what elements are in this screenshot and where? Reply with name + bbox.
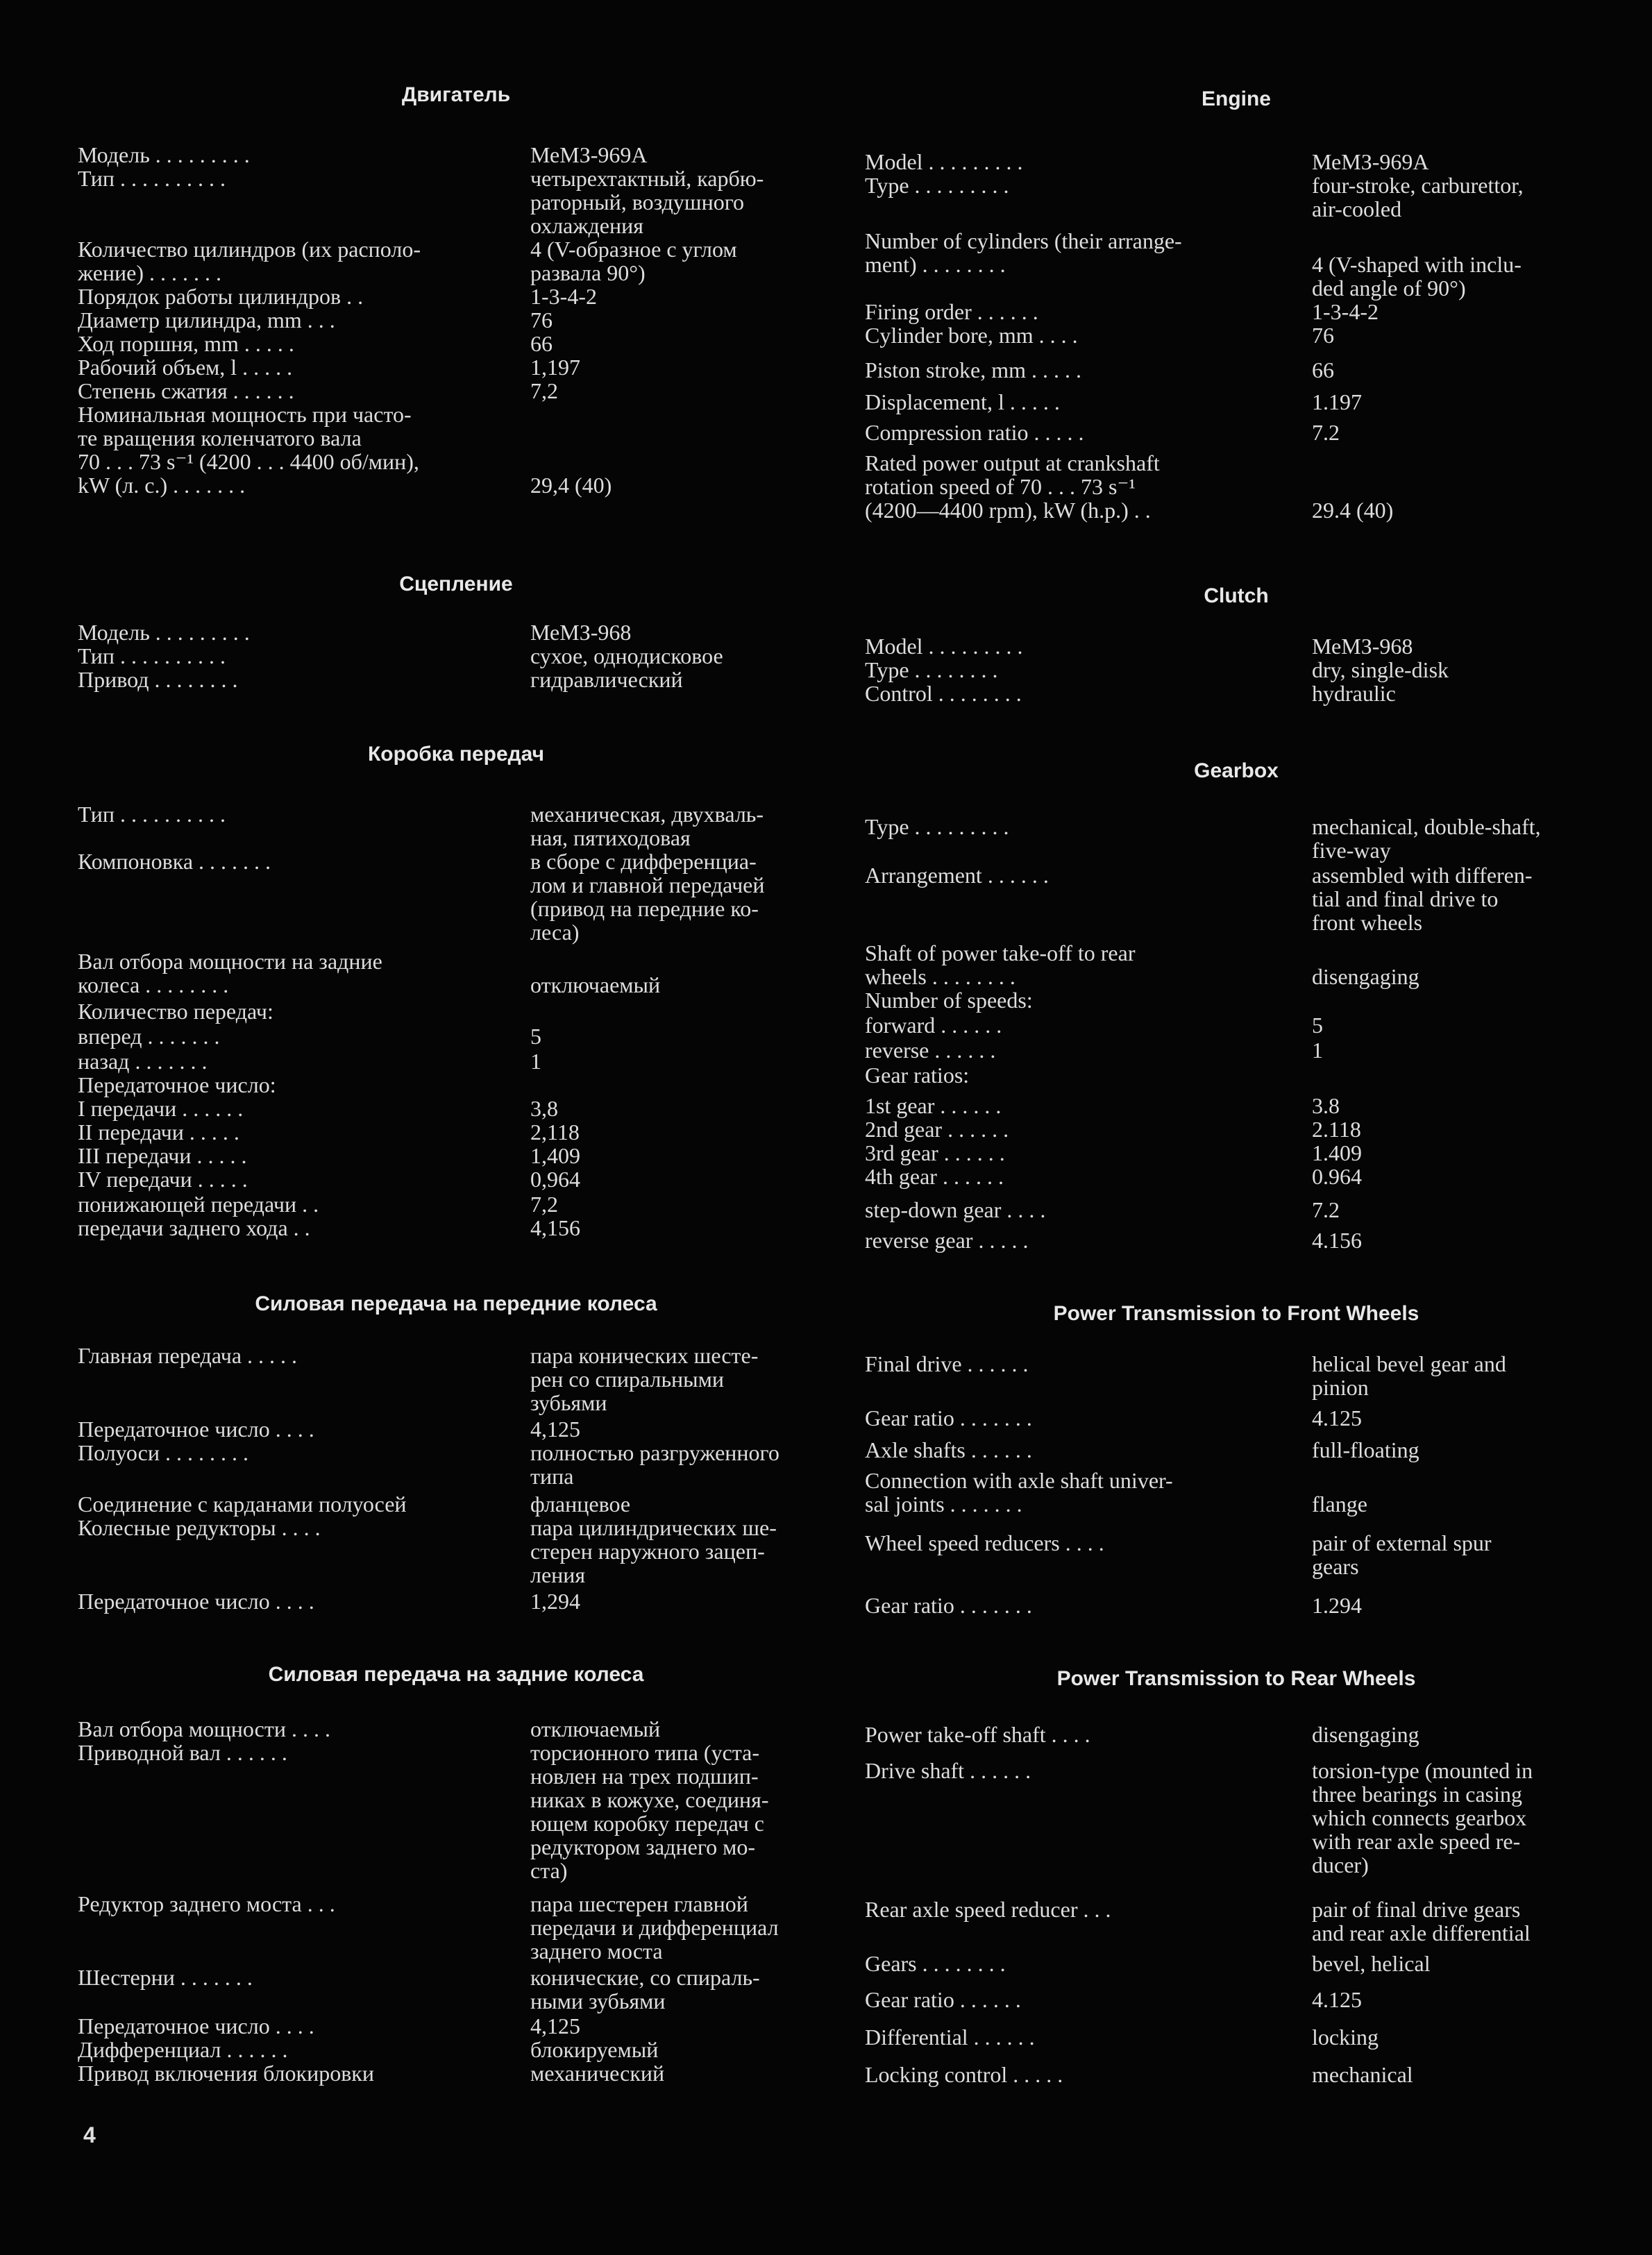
spec-label: Axle shafts . . . . . . xyxy=(865,1437,1032,1462)
spec-label: Shaft of power take-off to rear wheels . . . . . . . . xyxy=(865,940,1136,989)
spec-value: 4 (V-shaped with inclu- ded angle of 90°) xyxy=(1312,252,1522,301)
spec-label: Редуктор заднего моста . . . xyxy=(78,1891,335,1916)
spec-value: пара конических шесте- рен со спиральными зубьями xyxy=(530,1343,759,1415)
spec-value: 7,2 xyxy=(530,1192,558,1217)
spec-value: фланцевое xyxy=(530,1492,631,1517)
spec-value: конические, со спираль- ными зубьями xyxy=(530,1965,760,2013)
section-heading: Коробка передач xyxy=(367,743,545,766)
spec-label: Gear ratios: xyxy=(865,1063,970,1088)
spec-value: 4.156 xyxy=(1312,1228,1362,1253)
spec-value: 0.964 xyxy=(1312,1164,1362,1189)
spec-label: передачи заднего хода . . xyxy=(78,1215,310,1240)
spec-label: Gear ratio . . . . . . . xyxy=(865,1593,1032,1618)
spec-value: 3,8 xyxy=(530,1096,558,1121)
spec-value: торсионного типа (уста- новлен на трех подшип- никах в кожухе, соединя- ющем коробку передач с редуктором заднего мо- ста) xyxy=(530,1740,769,1883)
spec-label: Gears . . . . . . . . xyxy=(865,1951,1006,1976)
spec-value: полностью разгруженного типа xyxy=(530,1440,779,1489)
spec-label: Тип . . . . . . . . . . xyxy=(78,643,226,668)
spec-value: pair of final drive gears and rear axle differential xyxy=(1312,1897,1531,1945)
spec-label: Control . . . . . . . . xyxy=(865,681,1022,706)
spec-value: пара цилиндрических ше- стерен наружного зацеп- ления xyxy=(530,1515,777,1587)
spec-value: отключаемый xyxy=(530,1716,661,1741)
spec-value: блокируемый xyxy=(530,2037,659,2062)
spec-value: 4,125 xyxy=(530,2013,580,2038)
spec-label: понижающей передачи . . xyxy=(78,1192,319,1217)
spec-value: 0,964 xyxy=(530,1167,580,1192)
spec-label: 1st gear . . . . . . xyxy=(865,1093,1002,1118)
spec-value: сухое, однодисковое xyxy=(530,643,723,668)
spec-label: Количество цилиндров (их располо- жение) . . . . . . . xyxy=(78,237,421,285)
spec-label: Locking control . . . . . xyxy=(865,2062,1063,2087)
spec-label: Соединение с карданами полуосей xyxy=(78,1492,407,1517)
spec-label: Final drive . . . . . . xyxy=(865,1351,1029,1376)
spec-label: Тип . . . . . . . . . . xyxy=(78,802,226,827)
spec-value: 1.409 xyxy=(1312,1140,1362,1165)
spec-value: 4,156 xyxy=(530,1215,580,1240)
spec-label: Передаточное число . . . . xyxy=(78,1589,314,1614)
spec-value: locking xyxy=(1312,2025,1379,2050)
spec-label: Piston stroke, mm . . . . . xyxy=(865,357,1082,382)
spec-value: 3.8 xyxy=(1312,1093,1340,1118)
spec-label: Количество передач: xyxy=(78,999,273,1024)
spec-value: bevel, helical xyxy=(1312,1951,1431,1976)
spec-value: 66 xyxy=(530,331,553,356)
spec-label: II передачи . . . . . xyxy=(78,1120,239,1145)
spec-label: назад . . . . . . . xyxy=(78,1049,208,1074)
spec-value: mechanical xyxy=(1312,2062,1413,2087)
spec-value: 1,294 xyxy=(530,1589,580,1614)
spec-value: torsion-type (mounted in three bearings in casing which connects gearbox with rear axle speed re- ducer) xyxy=(1312,1758,1533,1877)
spec-label: IV передачи . . . . . xyxy=(78,1167,248,1192)
spec-label: Дифференциал . . . . . . xyxy=(78,2037,288,2062)
spec-label: Type . . . . . . . . . xyxy=(865,173,1009,198)
spec-label: Номинальная мощность при часто- те вращения коленчатого вала 70 . . . 73 s⁻¹ (4200 . . . 4400 об/мин), kW (л. с.) . . . . . . . xyxy=(78,402,419,498)
spec-label: III передачи . . . . . xyxy=(78,1143,247,1168)
section-heading: Clutch xyxy=(1204,584,1269,607)
spec-value: four-stroke, carburettor, air-cooled xyxy=(1312,173,1524,221)
spec-label: Compression ratio . . . . . xyxy=(865,420,1084,445)
spec-label: Gear ratio . . . . . . xyxy=(865,1987,1021,2012)
spec-label: Rated power output at crankshaft rotation speed of 70 . . . 73 s⁻¹ (4200—4400 rpm), kW (h.p.) . . xyxy=(865,450,1160,523)
spec-value: 66 xyxy=(1312,357,1334,382)
spec-label: step-down gear . . . . xyxy=(865,1197,1046,1222)
section-heading: Двигатель xyxy=(401,83,511,106)
spec-label: forward . . . . . . xyxy=(865,1013,1002,1038)
spec-value: dry, single-disk xyxy=(1312,657,1449,682)
spec-label: Порядок работы цилиндров . . xyxy=(78,284,364,309)
spec-value: гидравлический xyxy=(530,667,683,692)
spec-label: Модель . . . . . . . . . xyxy=(78,142,250,167)
spec-label: Model . . . . . . . . . xyxy=(865,634,1023,659)
spec-value: assembled with differen- tial and final drive to front wheels xyxy=(1312,863,1533,935)
spec-label: 2nd gear . . . . . . xyxy=(865,1117,1009,1142)
spec-value: механический xyxy=(530,2061,665,2086)
spec-label: Firing order . . . . . . xyxy=(865,299,1038,324)
section-heading: Сцепление xyxy=(399,573,513,596)
spec-label: Модель . . . . . . . . . xyxy=(78,620,250,645)
spec-value: МеМЗ-969А xyxy=(530,142,648,167)
spec-label: reverse gear . . . . . xyxy=(865,1228,1029,1253)
spec-label: Полуоси . . . . . . . . xyxy=(78,1440,248,1465)
spec-label: Передаточное число . . . . xyxy=(78,2013,314,2038)
spec-label: Шестерни . . . . . . . xyxy=(78,1965,253,1990)
spec-value: 2,118 xyxy=(530,1120,580,1145)
spec-label: Differential . . . . . . xyxy=(865,2025,1035,2050)
spec-label: Drive shaft . . . . . . xyxy=(865,1758,1031,1783)
spec-label: Привод . . . . . . . . xyxy=(78,667,238,692)
spec-value: 29.4 (40) xyxy=(1312,498,1394,523)
spec-label: 4th gear . . . . . . xyxy=(865,1164,1004,1189)
spec-label: Вал отбора мощности . . . . xyxy=(78,1716,330,1741)
spec-value: механическая, двухваль- ная, пятиходовая xyxy=(530,802,764,850)
section-heading: Power Transmission to Front Wheels xyxy=(1053,1302,1419,1325)
spec-value: 5 xyxy=(1312,1013,1323,1038)
spec-label: Model . . . . . . . . . xyxy=(865,149,1023,174)
spec-label: Передаточное число . . . . xyxy=(78,1417,314,1442)
section-heading: Силовая передача на передние колеса xyxy=(255,1292,657,1315)
spec-value: 1-3-4-2 xyxy=(530,284,597,309)
spec-label: Компоновка . . . . . . . xyxy=(78,849,271,874)
spec-label: Диаметр цилиндра, mm . . . xyxy=(78,307,335,332)
spec-label: Power take-off shaft . . . . xyxy=(865,1722,1090,1747)
spec-value: pair of external spur gears xyxy=(1312,1530,1492,1579)
spec-label: Connection with axle shaft univer- sal joints . . . . . . . xyxy=(865,1468,1173,1517)
spec-value: hydraulic xyxy=(1312,681,1396,706)
spec-value: 1,409 xyxy=(530,1143,580,1168)
spec-label: Вал отбора мощности на задние колеса . . . . . . . . xyxy=(78,949,382,997)
spec-value: helical bevel gear and pinion xyxy=(1312,1351,1506,1400)
spec-label: Number of speeds: xyxy=(865,988,1033,1013)
spec-label: Тип . . . . . . . . . . xyxy=(78,166,226,191)
spec-value: МеМЗ-968 xyxy=(530,620,632,645)
spec-label: Number of cylinders (their arrange- ment) . . . . . . . . xyxy=(865,228,1182,277)
spec-label: Приводной вал . . . . . . xyxy=(78,1740,287,1765)
spec-label: Type . . . . . . . . xyxy=(865,657,998,682)
spec-label: Привод включения блокировки xyxy=(78,2061,374,2086)
spec-value: 4.125 xyxy=(1312,1987,1362,2012)
spec-label: Gear ratio . . . . . . . xyxy=(865,1405,1032,1430)
spec-value: МеМЗ-968 xyxy=(1312,634,1413,659)
spec-value: 7,2 xyxy=(530,378,558,403)
spec-value: 76 xyxy=(530,307,553,332)
spec-value: 1-3-4-2 xyxy=(1312,299,1379,324)
spec-label: 3rd gear . . . . . . xyxy=(865,1140,1005,1165)
spec-label: Displacement, l . . . . . xyxy=(865,389,1060,414)
spec-value: 4 (V-образное с углом развала 90°) xyxy=(530,237,737,285)
spec-value: 1 xyxy=(530,1049,541,1074)
spec-value: в сборе с дифференциа- лом и главной передачей (привод на передние ко- леса) xyxy=(530,849,765,945)
spec-value: disengaging xyxy=(1312,1722,1419,1747)
spec-label: Arrangement . . . . . . xyxy=(865,863,1049,888)
page-number: 4 xyxy=(83,2122,96,2147)
spec-value: 4,125 xyxy=(530,1417,580,1442)
spec-value: отключаемый xyxy=(530,972,661,997)
spec-value: 1,197 xyxy=(530,355,580,380)
spec-value: четырехтактный, карбю- раторный, воздушного охлаждения xyxy=(530,166,764,238)
spec-label: Передаточное число: xyxy=(78,1072,276,1097)
spec-label: вперед . . . . . . . xyxy=(78,1024,220,1049)
spec-label: Cylinder bore, mm . . . . xyxy=(865,323,1078,348)
spec-label: Колесные редукторы . . . . xyxy=(78,1515,321,1540)
section-heading: Gearbox xyxy=(1194,759,1279,782)
section-heading: Engine xyxy=(1201,87,1271,110)
spec-label: Wheel speed reducers . . . . xyxy=(865,1530,1104,1555)
spec-label: Степень сжатия . . . . . . xyxy=(78,378,294,403)
spec-label: Рабочий объем, l . . . . . xyxy=(78,355,293,380)
spec-value: 1.294 xyxy=(1312,1593,1362,1618)
spec-value: 29,4 (40) xyxy=(530,473,612,498)
spec-label: reverse . . . . . . xyxy=(865,1038,996,1063)
spec-label: Главная передача . . . . . xyxy=(78,1343,298,1368)
spec-value: 2.118 xyxy=(1312,1117,1361,1142)
spec-value: disengaging xyxy=(1312,964,1419,989)
spec-value: пара шестерен главной передачи и дифференциал заднего моста xyxy=(530,1891,779,1963)
spec-value: 1 xyxy=(1312,1038,1323,1063)
spec-value: 4.125 xyxy=(1312,1405,1362,1430)
spec-value: 5 xyxy=(530,1024,541,1049)
spec-value: 7.2 xyxy=(1312,420,1340,445)
section-heading: Power Transmission to Rear Wheels xyxy=(1056,1667,1416,1690)
spec-label: Rear axle speed reducer . . . xyxy=(865,1897,1111,1922)
spec-label: Ход поршня, mm . . . . . xyxy=(78,331,294,356)
spec-value: full-floating xyxy=(1312,1437,1419,1462)
spec-label: I передачи . . . . . . xyxy=(78,1096,244,1121)
spec-value: 1.197 xyxy=(1312,389,1362,414)
section-heading: Силовая передача на задние колеса xyxy=(268,1663,644,1686)
spec-value: МеМЗ-969А xyxy=(1312,149,1429,174)
spec-value: mechanical, double-shaft, five-way xyxy=(1312,814,1541,863)
spec-label: Type . . . . . . . . . xyxy=(865,814,1009,839)
spec-value: 76 xyxy=(1312,323,1334,348)
spec-value: 7.2 xyxy=(1312,1197,1340,1222)
spec-value: flange xyxy=(1312,1492,1367,1517)
